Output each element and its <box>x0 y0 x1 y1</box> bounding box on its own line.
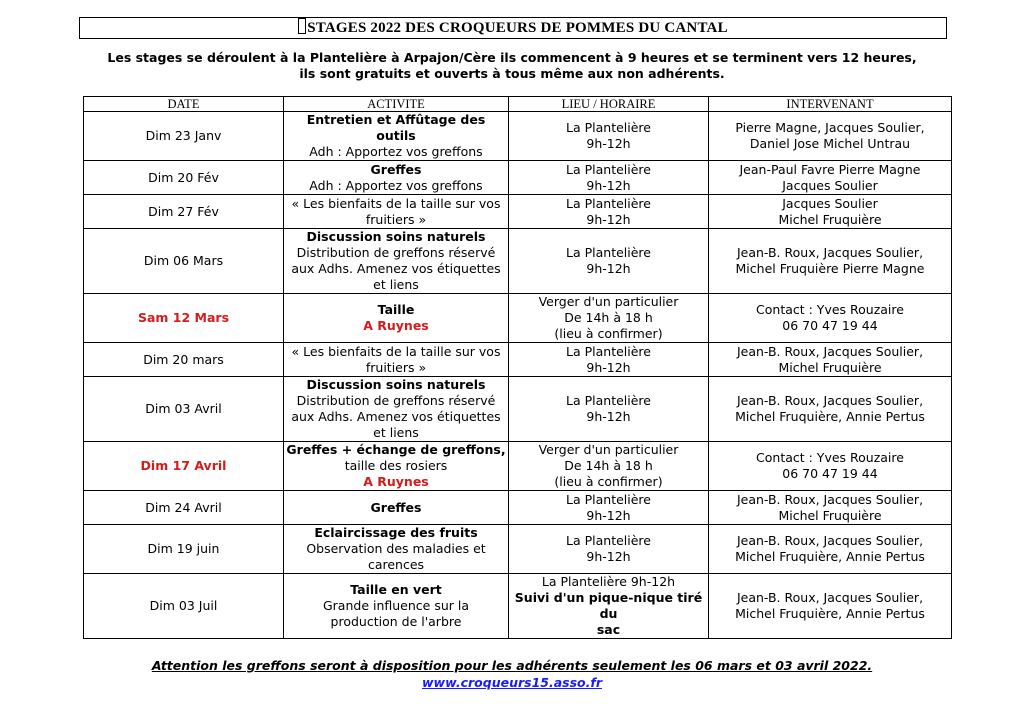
lieu-cell <box>509 442 709 491</box>
activite-cell <box>284 229 509 294</box>
activite-cell <box>284 491 509 525</box>
table-row <box>84 229 952 294</box>
intervenant-line: Jean-B. Roux, Jacques Soulier, <box>736 245 924 260</box>
activite-cell <box>284 525 509 574</box>
lieu-cell <box>509 525 709 574</box>
activite-line: aux Adhs. Amenez vos étiquettes <box>291 409 501 424</box>
activite-line: Adh : Apportez vos greffons <box>309 177 483 193</box>
lieu-line: 9h-12h <box>586 549 631 564</box>
lieu-cell <box>509 343 709 377</box>
activite-line: Distribution de greffons réservé <box>296 245 496 260</box>
activite-line: aux Adhs. Amenez vos étiquettes <box>291 261 501 276</box>
table-row <box>84 525 952 574</box>
date-cell: Dim 06 Mars <box>84 229 284 294</box>
lieu-line: La Plantelière 9h-12h <box>541 574 676 589</box>
activite-cell <box>284 377 509 442</box>
activite-line: Taille <box>377 302 415 317</box>
activite-line: Adh : Apportez vos greffons <box>309 144 483 159</box>
lieu-line: La Plantelière <box>566 245 651 260</box>
lieu-line: (lieu à confirmer) <box>554 326 663 341</box>
activite-line: Observation des maladies et <box>306 541 486 556</box>
activite-line: Entretien et Affûtage des outils <box>306 112 486 143</box>
date-cell: Dim 24 Avril <box>84 491 284 525</box>
activite-line: production de l'arbre <box>330 614 462 629</box>
date-cell: Dim 17 Avril <box>84 442 284 491</box>
column-header-intervenant: INTERVENANT <box>709 97 952 112</box>
intervenant-cell <box>709 525 952 574</box>
lieu-line: La Plantelière <box>566 491 651 507</box>
activite-line: fruitiers » <box>365 359 427 375</box>
column-header-lieu: LIEU / HORAIRE <box>509 97 709 112</box>
intervenant-line: 06 70 47 19 44 <box>782 318 878 333</box>
lieu-line: Verger d'un particulier <box>538 442 679 457</box>
lieu-line: De 14h à 18 h <box>564 458 653 473</box>
activite-line: Greffes <box>370 161 422 177</box>
table-row <box>84 161 952 195</box>
intervenant-line: Michel Fruquière <box>778 211 882 227</box>
lieu-line: Suivi d'un pique-nique tiré du <box>514 590 703 621</box>
column-header-activite: ACTIVITE <box>284 97 509 112</box>
intervenant-line: Jacques Soulier <box>782 177 878 193</box>
date-cell: Dim 03 Juil <box>84 574 284 639</box>
intervenant-cell <box>709 574 952 639</box>
footer-note: Attention les greffons seront à disposition pour les adhérents seulement les 06 mars et 03 avril 2022. <box>151 658 873 673</box>
intro-line: Les stages se déroulent à la Plantelière à Arpajon/Cère ils commencent à 9 heures et se terminent vers 12 heures, <box>107 50 917 65</box>
website-link[interactable]: www.croqueurs15.asso.fr <box>422 675 602 690</box>
lieu-line: La Plantelière <box>566 393 651 408</box>
intervenant-cell <box>709 294 952 343</box>
intervenant-line: Daniel Jose Michel Untrau <box>749 136 911 151</box>
activite-cell <box>284 442 509 491</box>
intervenant-line: Jean-B. Roux, Jacques Soulier, <box>736 590 924 605</box>
date-cell: Dim 03 Avril <box>84 377 284 442</box>
intervenant-line: Contact : Yves Rouzaire <box>756 450 904 465</box>
activite-cell <box>284 343 509 377</box>
lieu-line: La Plantelière <box>566 161 651 177</box>
lieu-line: La Plantelière <box>566 195 651 211</box>
lieu-cell <box>509 491 709 525</box>
lieu-line: 9h-12h <box>586 177 631 193</box>
table-header-row <box>84 97 952 112</box>
activite-line: carences <box>367 557 425 572</box>
table-row <box>84 442 952 491</box>
lieu-line: La Plantelière <box>566 343 651 359</box>
intervenant-line: Jacques Soulier <box>782 195 878 211</box>
table-row <box>84 377 952 442</box>
intervenant-cell <box>709 161 952 195</box>
activite-cell <box>284 195 509 229</box>
intervenant-line: Jean-B. Roux, Jacques Soulier, <box>736 393 924 408</box>
activite-line: A Ruynes <box>363 474 429 489</box>
intervenant-line: Michel Fruquière, Annie Pertus <box>735 549 925 564</box>
activite-line: A Ruynes <box>363 318 429 333</box>
date-cell: Dim 20 Fév <box>84 161 284 195</box>
lieu-cell <box>509 112 709 161</box>
schedule-table <box>83 96 952 639</box>
lieu-line: 9h-12h <box>586 136 631 151</box>
lieu-cell <box>509 377 709 442</box>
lieu-line: Verger d'un particulier <box>538 294 679 309</box>
text-marker <box>298 18 306 34</box>
table-row <box>84 574 952 639</box>
activite-cell <box>284 161 509 195</box>
intervenant-line: Michel Fruquière, Annie Pertus <box>735 606 925 621</box>
lieu-line: 9h-12h <box>586 359 631 375</box>
intervenant-cell <box>709 377 952 442</box>
table-row <box>84 112 952 161</box>
intervenant-line: Pierre Magne, Jacques Soulier, <box>735 120 925 135</box>
intro-text <box>100 50 924 82</box>
lieu-line: 9h-12h <box>586 507 631 523</box>
intervenant-line: Jean-B. Roux, Jacques Soulier, <box>736 491 924 507</box>
lieu-cell <box>509 195 709 229</box>
activite-line: Distribution de greffons réservé <box>296 393 496 408</box>
intervenant-cell <box>709 442 952 491</box>
intervenant-line: Michel Fruquière Pierre Magne <box>735 261 925 276</box>
table-row <box>84 294 952 343</box>
activite-line: Grande influence sur la <box>322 598 470 613</box>
activite-line: taille des rosiers <box>344 458 448 473</box>
lieu-line: 9h-12h <box>586 261 631 276</box>
activite-line: Eclaircissage des fruits <box>314 525 478 540</box>
column-header-date: DATE <box>84 97 284 112</box>
intervenant-line: 06 70 47 19 44 <box>782 466 878 481</box>
intervenant-cell <box>709 343 952 377</box>
activite-line: et liens <box>373 425 419 440</box>
intervenant-cell <box>709 112 952 161</box>
lieu-cell <box>509 161 709 195</box>
intro-line: ils sont gratuits et ouverts à tous même aux non adhérents. <box>299 66 725 81</box>
activite-line: Taille en vert <box>350 582 442 597</box>
lieu-line: De 14h à 18 h <box>564 310 653 325</box>
intervenant-line: Contact : Yves Rouzaire <box>756 302 904 317</box>
activite-line: Discussion soins naturels <box>306 229 486 244</box>
intervenant-line: Jean-B. Roux, Jacques Soulier, <box>736 343 924 359</box>
date-cell: Sam 12 Mars <box>84 294 284 343</box>
table-row <box>84 343 952 377</box>
intervenant-cell <box>709 195 952 229</box>
lieu-line: sac <box>596 622 621 637</box>
table-row <box>84 195 952 229</box>
date-cell: Dim 20 mars <box>84 343 284 377</box>
lieu-cell <box>509 229 709 294</box>
lieu-line: La Plantelière <box>566 533 651 548</box>
date-cell: Dim 19 juin <box>84 525 284 574</box>
lieu-line: 9h-12h <box>586 409 631 424</box>
activite-line: Discussion soins naturels <box>306 377 486 392</box>
activite-cell <box>284 574 509 639</box>
activite-line: et liens <box>373 277 419 292</box>
activite-line: « Les bienfaits de la taille sur vos <box>291 343 501 359</box>
date-cell: Dim 23 Janv <box>84 112 284 161</box>
activite-line: fruitiers » <box>365 211 427 227</box>
lieu-cell <box>509 294 709 343</box>
activite-line: Greffes + échange de greffons, <box>286 442 506 457</box>
lieu-cell <box>509 574 709 639</box>
intervenant-line: Michel Fruquière, Annie Pertus <box>735 409 925 424</box>
intervenant-line: Michel Fruquière <box>778 359 882 375</box>
activite-cell <box>284 112 509 161</box>
lieu-line: (lieu à confirmer) <box>554 474 663 489</box>
intervenant-cell <box>709 491 952 525</box>
table-row <box>84 491 952 525</box>
activite-cell <box>284 294 509 343</box>
document-title: STAGES 2022 DES CROQUEURS DE POMMES DU CANTAL <box>79 17 947 39</box>
lieu-line: 9h-12h <box>586 211 631 227</box>
intervenant-line: Jean-Paul Favre Pierre Magne <box>739 161 921 177</box>
date-cell: Dim 27 Fév <box>84 195 284 229</box>
lieu-line: La Plantelière <box>566 120 651 135</box>
activite-line: « Les bienfaits de la taille sur vos <box>291 195 501 211</box>
intervenant-line: Michel Fruquière <box>778 507 882 523</box>
intervenant-cell <box>709 229 952 294</box>
activite-line: Greffes <box>370 499 422 515</box>
intervenant-line: Jean-B. Roux, Jacques Soulier, <box>736 533 924 548</box>
